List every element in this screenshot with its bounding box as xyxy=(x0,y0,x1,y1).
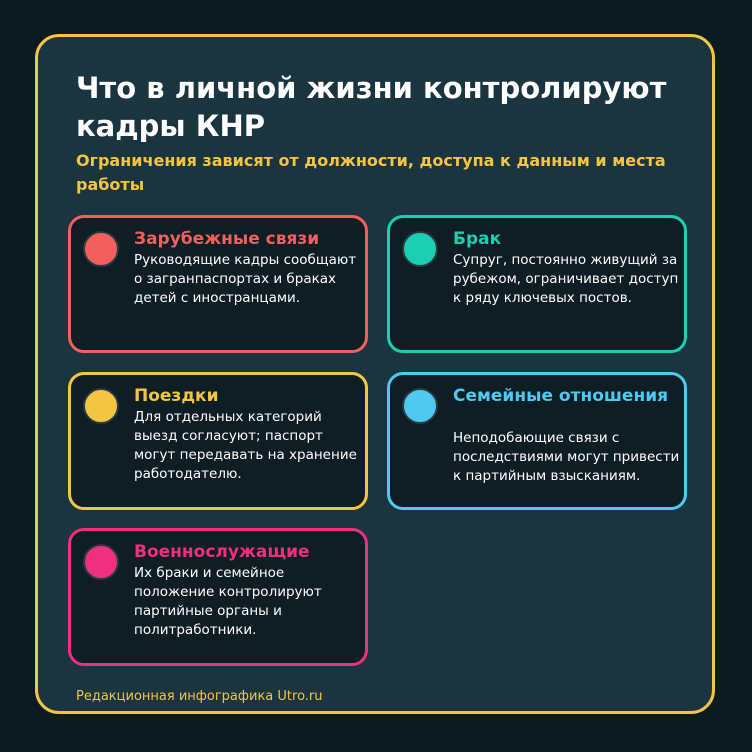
infographic-title: Что в личной жизни контролируют кадры КНР xyxy=(76,71,667,143)
card-family-relations xyxy=(387,372,687,510)
card-heading: Брак xyxy=(453,229,502,249)
circle-icon xyxy=(402,231,438,267)
infographic-subtitle: Ограничения зависят от должности, доступа к данным и места работы xyxy=(76,151,666,194)
infographic-frame xyxy=(35,34,715,714)
card-heading: Зарубежные связи xyxy=(134,229,320,249)
card-heading: Поездки xyxy=(134,386,219,406)
card-heading: Военнослужащие xyxy=(134,542,310,562)
credit-line: Редакционная инфографика Utro.ru xyxy=(76,689,323,704)
circle-icon xyxy=(83,231,119,267)
card-heading: Семейные отношения xyxy=(453,386,669,406)
card-marriage xyxy=(387,215,687,353)
card-text: Супруг, постоянно живущий за рубежом, ограничивает доступ к ряду ключевых постов. xyxy=(453,252,679,306)
card-text: Для отдельных категорий выезд согласуют; паспорт могут передавать на хранение работодателю. xyxy=(134,409,357,482)
circle-icon xyxy=(402,388,438,424)
card-travel xyxy=(68,372,368,510)
circle-icon xyxy=(83,544,119,580)
card-text: Руководящие кадры сообщают о загранпаспортах и браках детей с иностранцами. xyxy=(134,252,357,306)
card-foreign-ties xyxy=(68,215,368,353)
card-military xyxy=(68,528,368,666)
card-text: Их браки и семейное положение контролируют партийные органы и политработники. xyxy=(134,565,322,638)
card-text: Неподобающие связи с последствиями могут привести к партийным взысканиям. xyxy=(453,430,680,484)
circle-icon xyxy=(83,388,119,424)
